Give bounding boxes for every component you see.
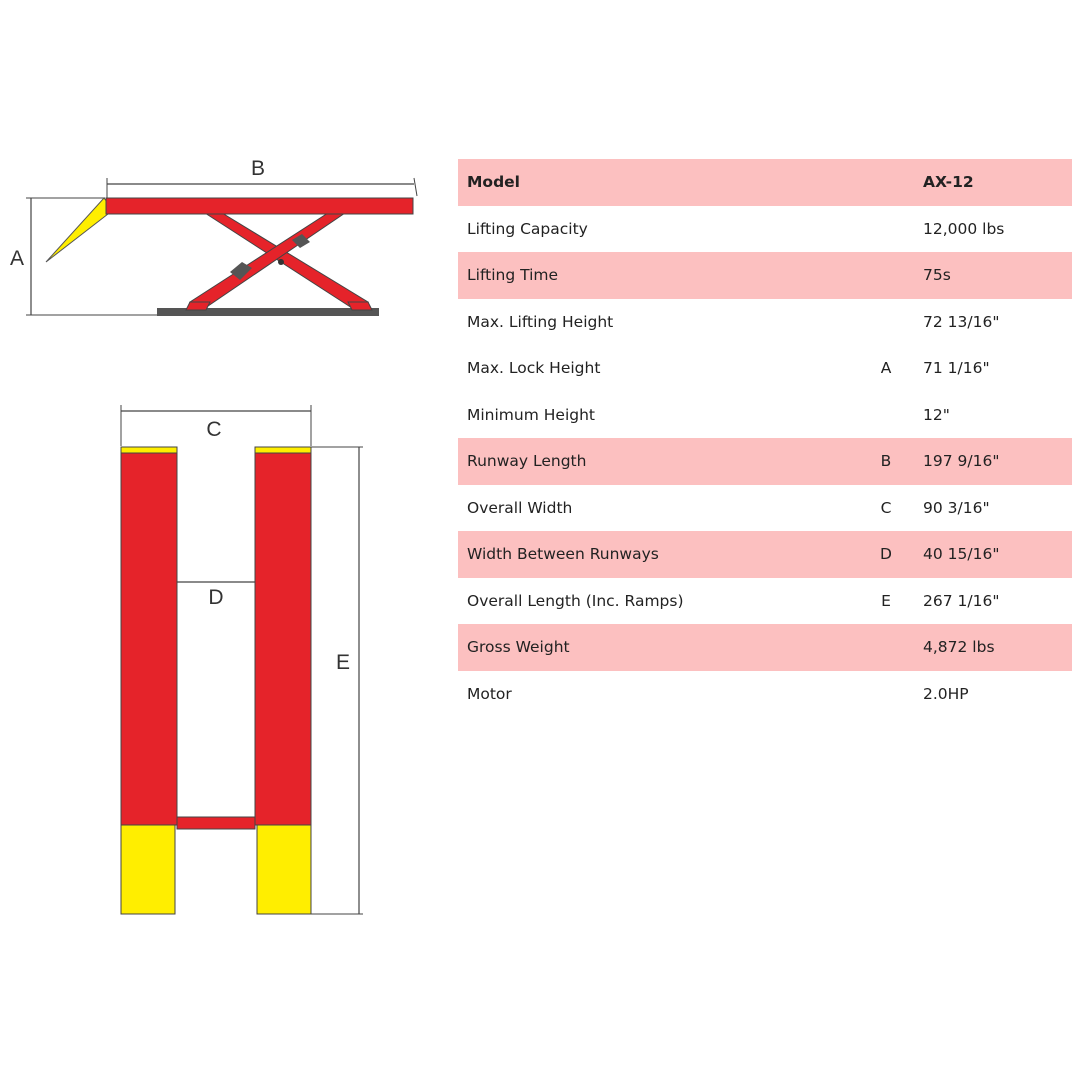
spec-label: Max. Lock Height bbox=[467, 359, 601, 378]
spec-key: E bbox=[881, 591, 891, 610]
dim-d-label: D bbox=[208, 586, 224, 609]
spec-key: B bbox=[858, 438, 914, 485]
table-row bbox=[458, 671, 1072, 718]
spec-key bbox=[858, 624, 914, 671]
spec-key bbox=[858, 392, 914, 439]
dim-e-label: E bbox=[335, 651, 351, 674]
scissor-arm-1 bbox=[205, 213, 368, 308]
left-runway bbox=[121, 453, 177, 825]
spec-label: Runway Length bbox=[458, 438, 858, 485]
dim-c-label: C bbox=[206, 418, 222, 441]
foot-left bbox=[186, 302, 210, 310]
right-runway bbox=[255, 453, 311, 825]
header-label: Model bbox=[458, 159, 858, 206]
dim-a-label: A bbox=[9, 247, 25, 270]
table-row bbox=[458, 578, 1072, 625]
table-row bbox=[458, 206, 1072, 253]
ramp bbox=[46, 198, 110, 262]
spec-value: 4,872 lbs bbox=[914, 624, 1072, 671]
top-view-diagram bbox=[100, 400, 380, 930]
table-row bbox=[458, 392, 1072, 439]
spec-value: 12" bbox=[923, 405, 950, 424]
spec-key bbox=[858, 299, 914, 346]
left-runway-tip bbox=[121, 447, 177, 453]
spec-key: A bbox=[880, 359, 892, 378]
table-row bbox=[458, 485, 1072, 532]
spec-value: 40 15/16" bbox=[914, 531, 1072, 578]
dim-b-tick-right bbox=[414, 178, 417, 196]
pivot bbox=[278, 259, 284, 265]
left-ramp bbox=[121, 825, 175, 914]
scissor-arm-2 bbox=[190, 213, 345, 308]
table-row bbox=[458, 299, 1072, 346]
spec-value: 2.0HP bbox=[923, 684, 969, 703]
spec-label: Lifting Capacity bbox=[467, 219, 588, 238]
foot-right bbox=[348, 302, 372, 310]
spec-key bbox=[858, 206, 914, 253]
spec-value: 12,000 lbs bbox=[923, 219, 1005, 238]
dim-b-label: B bbox=[250, 157, 266, 180]
right-ramp bbox=[257, 825, 311, 914]
spec-label: Minimum Height bbox=[467, 405, 595, 424]
spec-value: 75s bbox=[914, 252, 1072, 299]
table-row bbox=[458, 438, 1072, 485]
spec-value: 71 1/16" bbox=[923, 359, 990, 378]
spec-label: Lifting Time bbox=[458, 252, 858, 299]
platform bbox=[106, 198, 413, 214]
spec-key: C bbox=[880, 498, 892, 517]
side-view-diagram bbox=[0, 150, 430, 330]
table-row bbox=[458, 345, 1072, 392]
specifications-table-body bbox=[458, 159, 1072, 717]
header-key bbox=[858, 159, 914, 206]
spec-label: Max. Lifting Height bbox=[467, 312, 614, 331]
spec-label: Overall Length (Inc. Ramps) bbox=[467, 591, 684, 610]
specifications-table bbox=[458, 159, 1072, 717]
spec-label: Motor bbox=[467, 684, 512, 703]
spec-key bbox=[858, 252, 914, 299]
spec-label: Gross Weight bbox=[458, 624, 858, 671]
spec-key bbox=[858, 671, 914, 718]
table-row bbox=[458, 252, 1072, 299]
spec-label: Width Between Runways bbox=[458, 531, 858, 578]
spec-value: 197 9/16" bbox=[914, 438, 1072, 485]
table-row bbox=[458, 624, 1072, 671]
right-runway-tip bbox=[255, 447, 311, 453]
header-value: AX-12 bbox=[914, 159, 1072, 206]
table-header-row bbox=[458, 159, 1072, 206]
spec-key: D bbox=[858, 531, 914, 578]
spec-label: Overall Width bbox=[467, 498, 573, 517]
table-row bbox=[458, 531, 1072, 578]
crossbar bbox=[177, 817, 255, 829]
spec-value: 90 3/16" bbox=[923, 498, 990, 517]
spec-value: 72 13/16" bbox=[923, 312, 1000, 331]
spec-value: 267 1/16" bbox=[923, 591, 1000, 610]
